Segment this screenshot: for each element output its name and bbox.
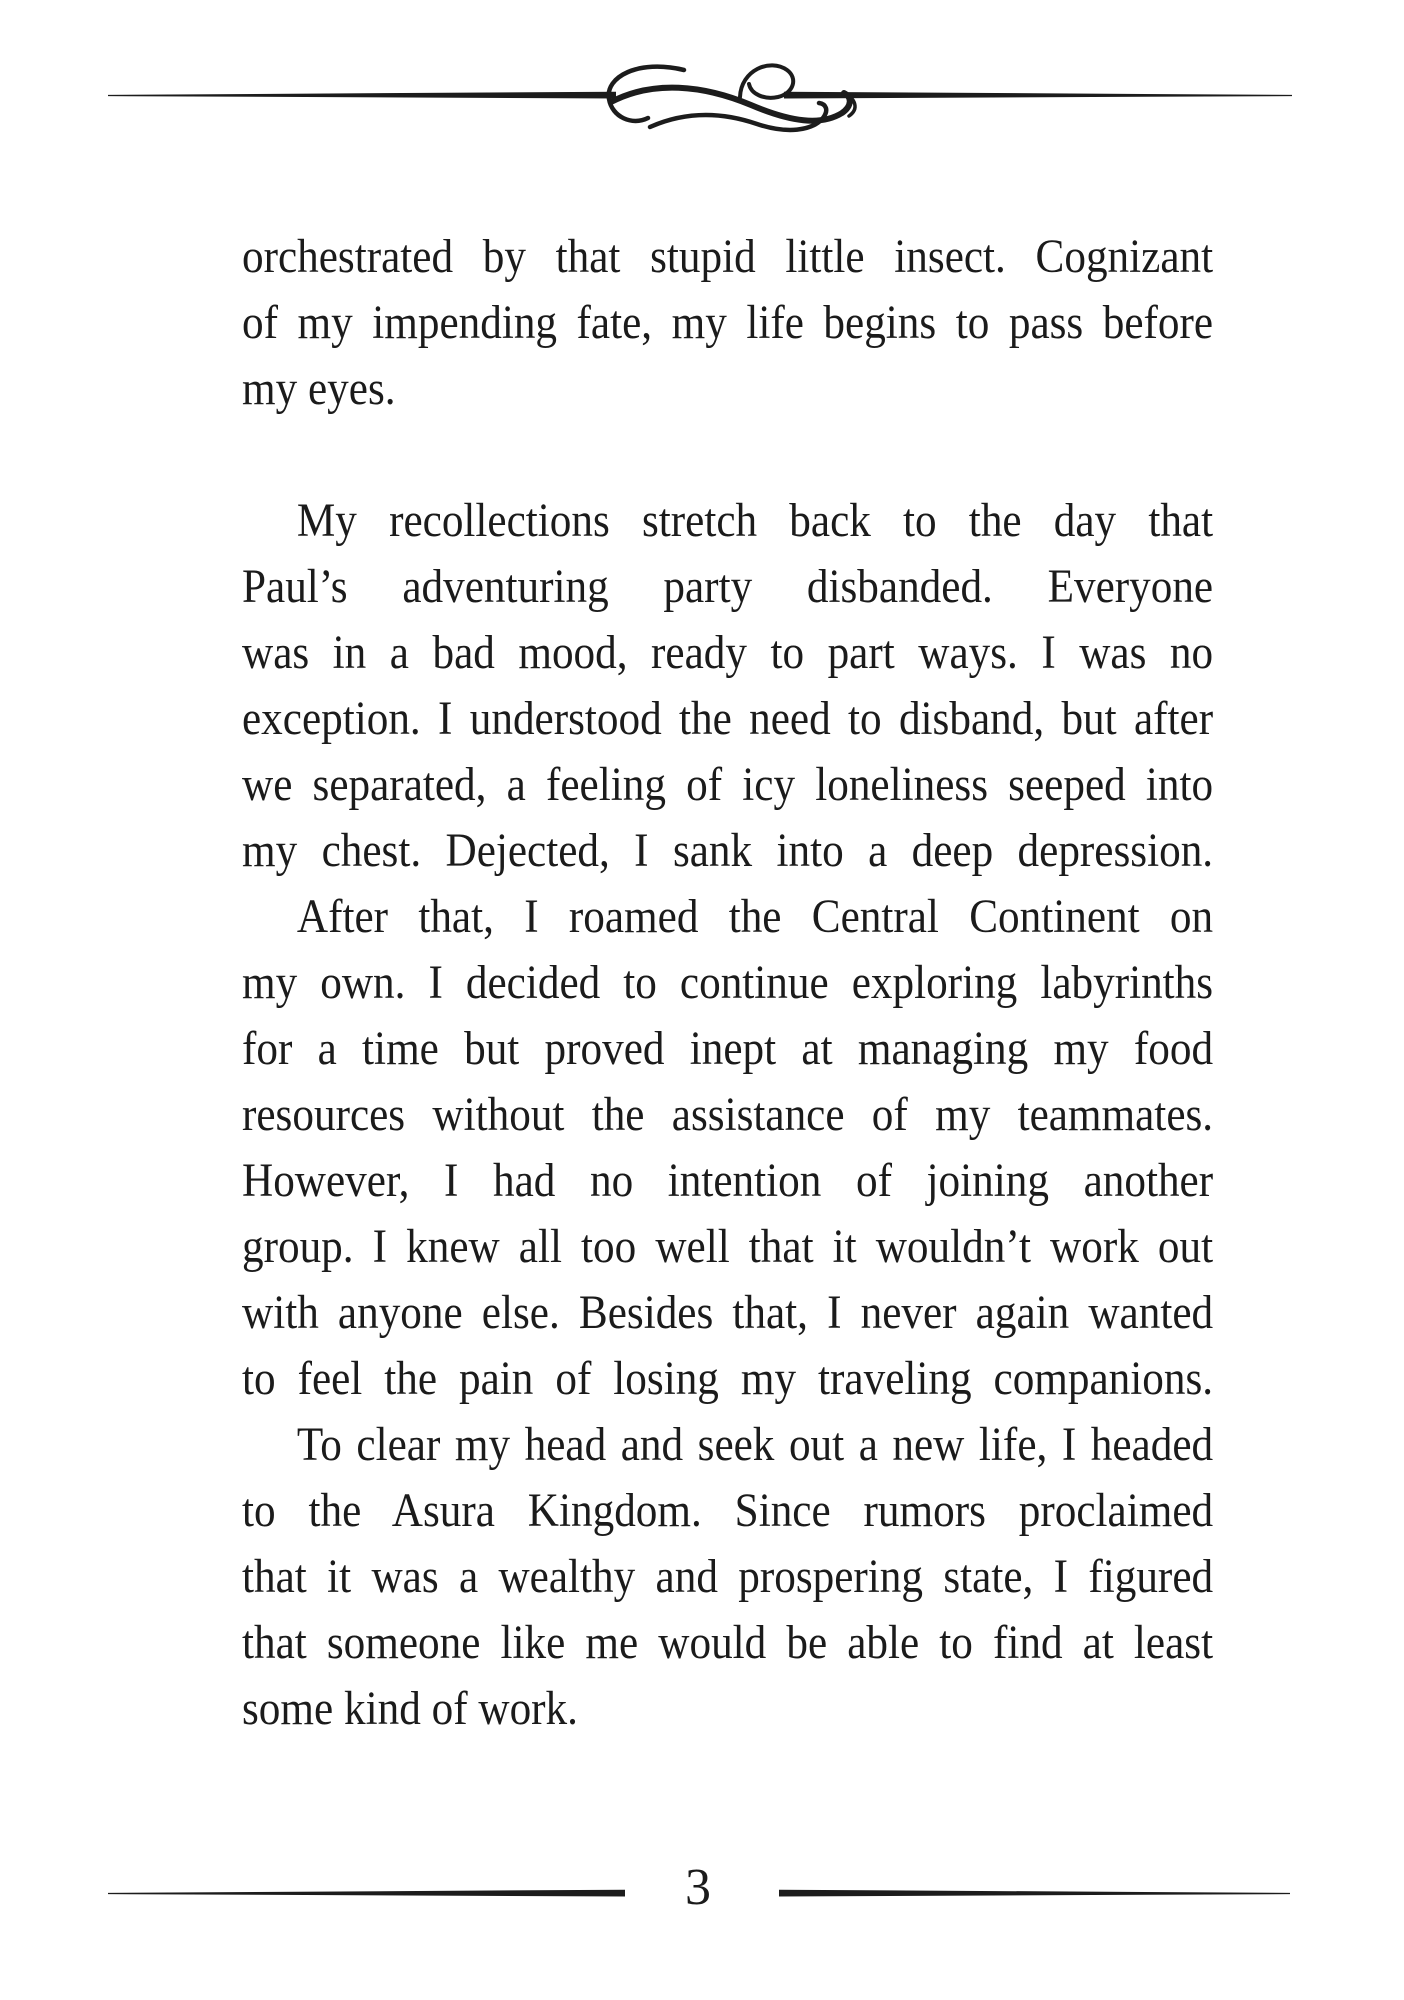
text-line: Paul’s adventuring party disbanded. Everyone xyxy=(242,560,1214,613)
text-line: for a time but proved inept at managing my food xyxy=(242,1022,1214,1075)
page-number: 3 xyxy=(685,1859,711,1916)
text-line: my eyes. xyxy=(242,362,396,415)
text-line: that it was a wealthy and prospering state, I figured xyxy=(242,1550,1214,1603)
header-divider xyxy=(108,65,1292,130)
text-line: group. I knew all too well that it wouldn’t work out xyxy=(242,1220,1214,1273)
text-line: to feel the pain of losing my traveling companions. xyxy=(242,1352,1214,1405)
text-line: with anyone else. Besides that, I never again wanted xyxy=(242,1286,1214,1339)
body-text xyxy=(242,224,1213,1742)
text-line: My recollections stretch back to the day that xyxy=(296,494,1214,547)
text-line: some kind of work. xyxy=(242,1682,578,1735)
paragraph-gap xyxy=(242,422,1213,488)
text-line: To clear my head and seek out a new life, I headed xyxy=(296,1418,1214,1471)
text-line: After that, I roamed the Central Continent on xyxy=(296,890,1214,943)
text-line: of my impending fate, my life begins to pass before xyxy=(242,296,1214,349)
flourish-ornament-icon xyxy=(609,65,855,130)
text-line: my own. I decided to continue exploring labyrinths xyxy=(242,956,1214,1009)
text-line: was in a bad mood, ready to part ways. I was no xyxy=(242,626,1214,679)
text-line: to the Asura Kingdom. Since rumors proclaimed xyxy=(242,1484,1214,1537)
text-line: However, I had no intention of joining another xyxy=(242,1154,1214,1207)
text-line: my chest. Dejected, I sank into a deep depression. xyxy=(242,824,1214,877)
footer-rule-left xyxy=(108,1890,625,1897)
text-line: exception. I understood the need to disband, but after xyxy=(242,692,1214,745)
text-line: resources without the assistance of my teammates. xyxy=(242,1088,1214,1141)
text-line: orchestrated by that stupid little insect. Cognizant xyxy=(242,230,1214,283)
header-rule-left xyxy=(108,92,616,99)
header-rule-right xyxy=(784,92,1292,99)
footer-rule-right xyxy=(779,1890,1290,1897)
text-line: we separated, a feeling of icy loneliness seeped into xyxy=(242,758,1214,811)
text-line: that someone like me would be able to find at least xyxy=(242,1616,1214,1669)
